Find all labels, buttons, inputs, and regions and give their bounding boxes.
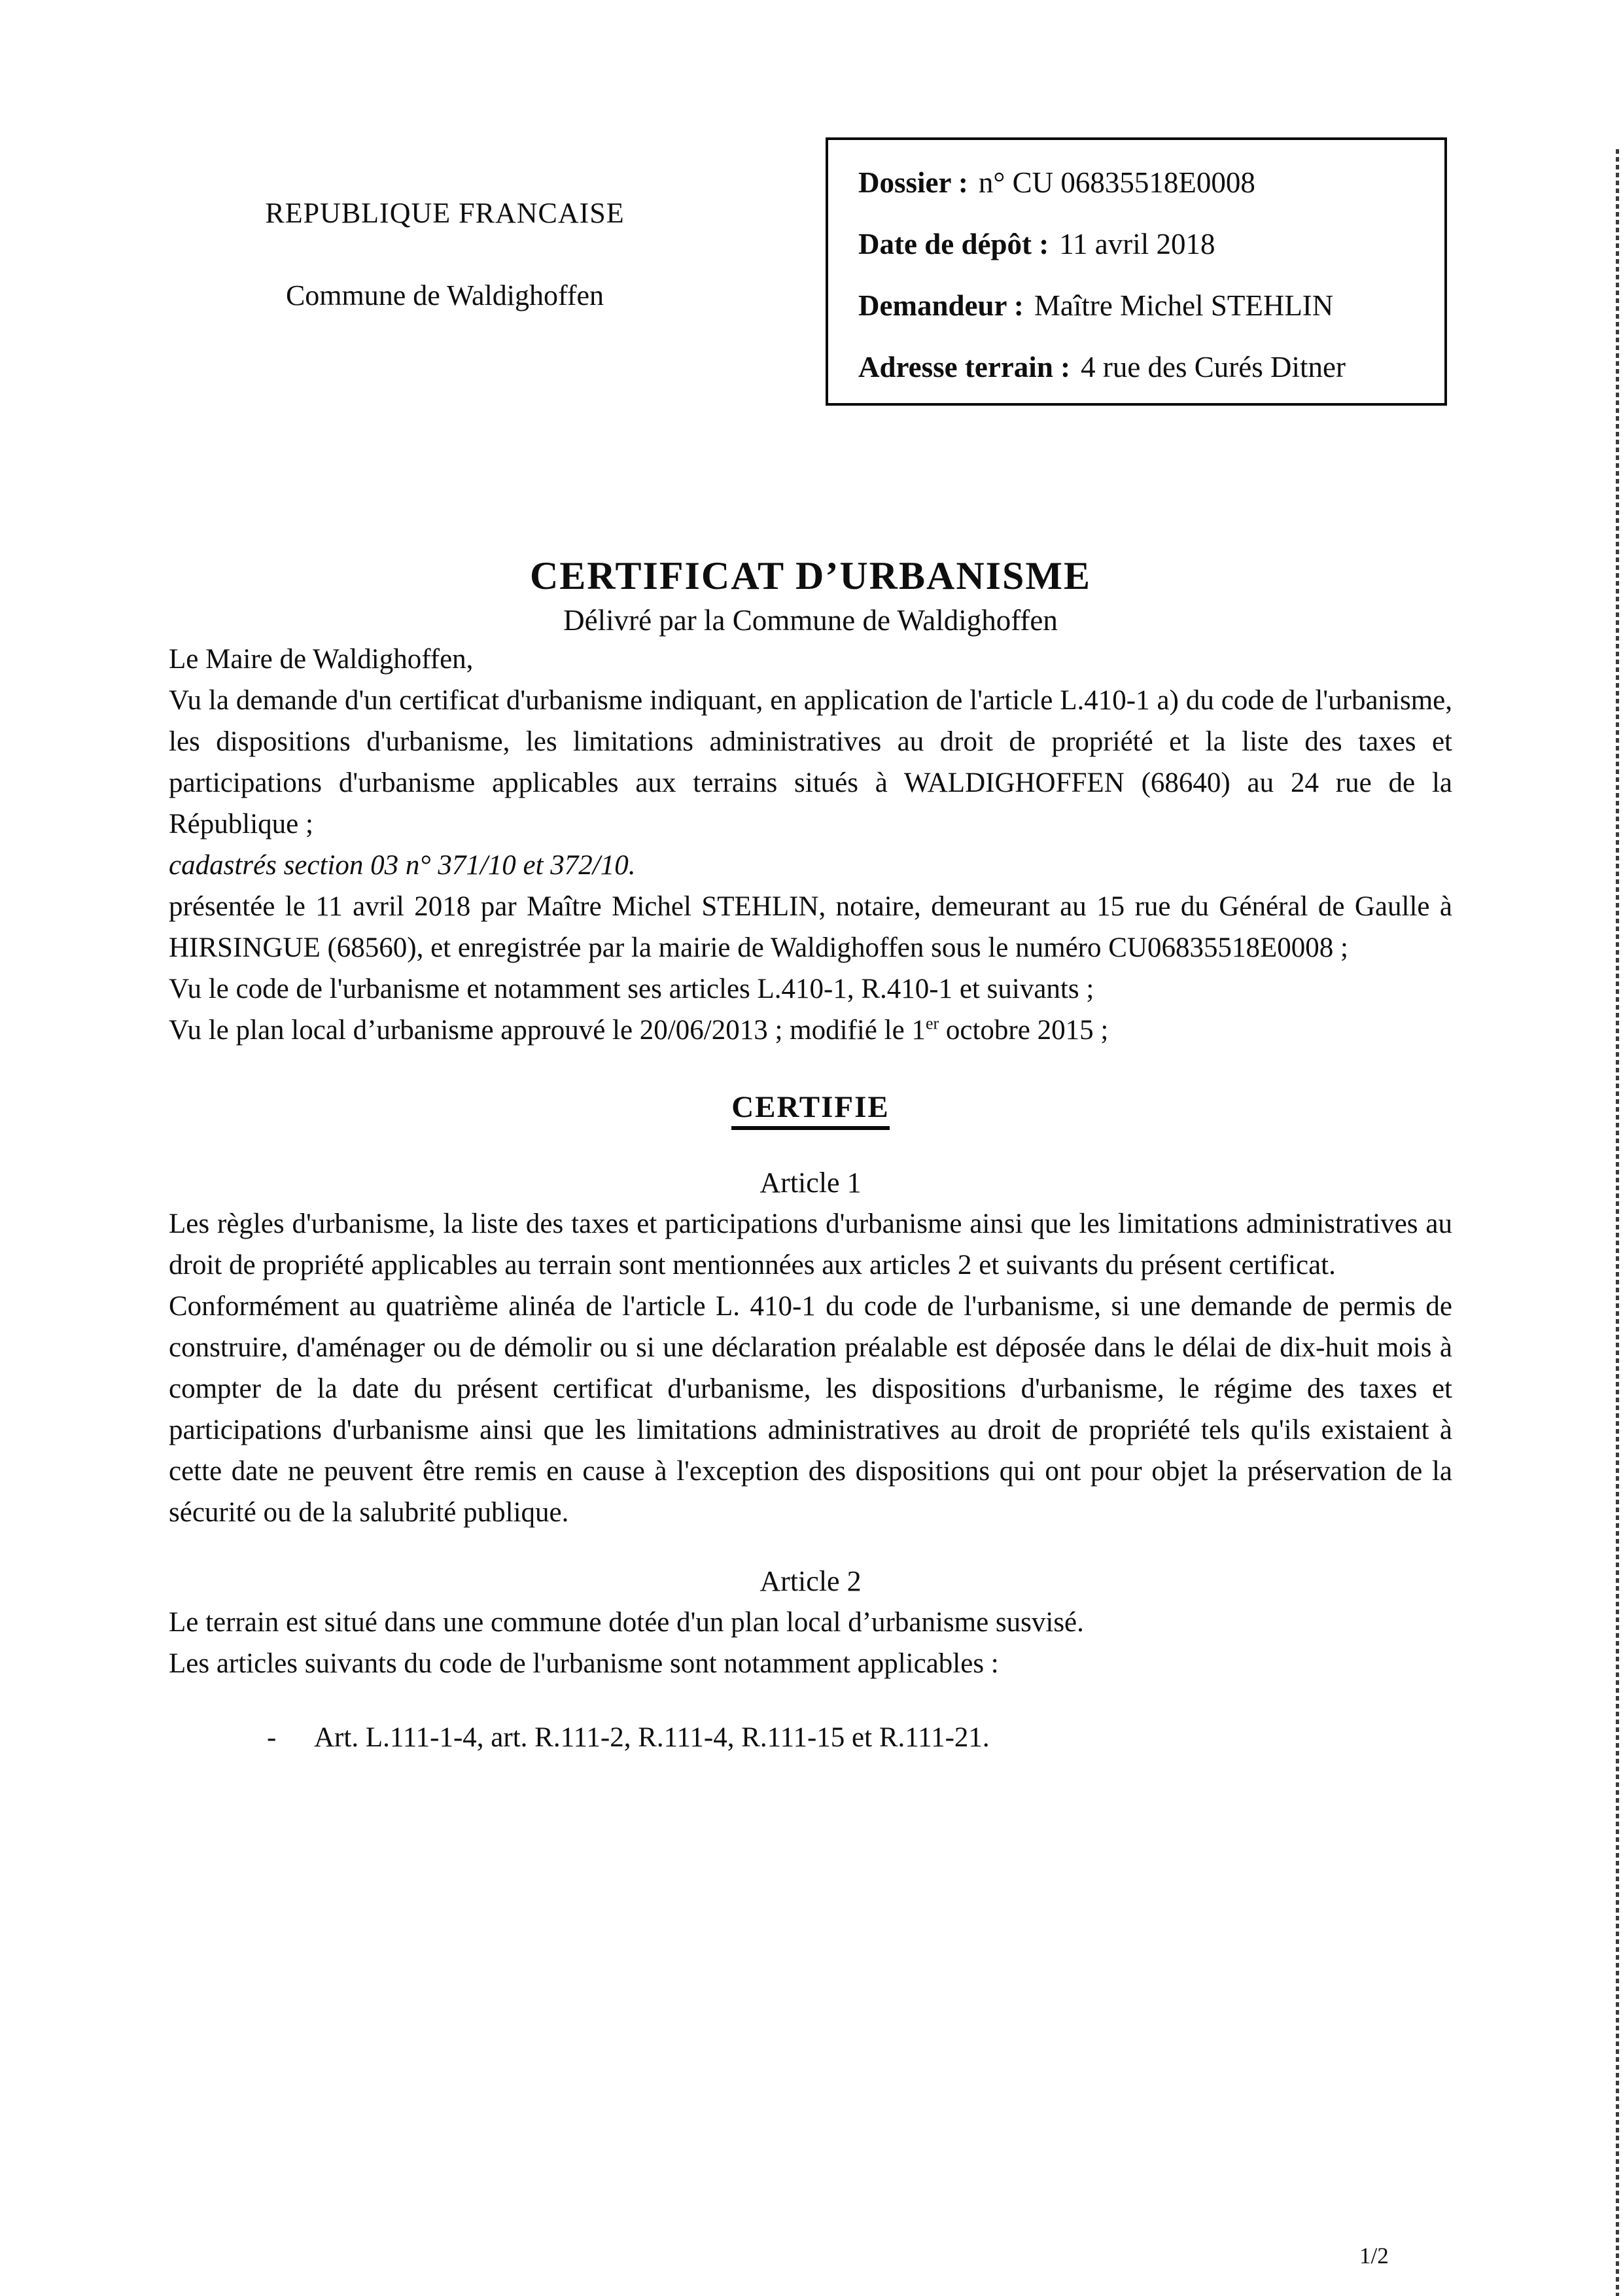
commune-line: Commune de Waldighoffen [285, 279, 604, 311]
cadastre-line: cadastrés section 03 n° 371/10 et 372/10. [169, 850, 636, 881]
list-item-text: Art. L.111-1-4, art. R.111-2, R.111-4, R.111-15 et R.111-21. [314, 1722, 990, 1753]
adresse-terrain-value: 4 rue des Curés Ditner [1081, 351, 1346, 383]
adresse-terrain-label: Adresse terrain : [858, 351, 1071, 383]
document-subtitle: Délivré par la Commune de Waldighoffen [563, 604, 1058, 637]
page-number: 1/2 [1359, 2243, 1389, 2269]
dossier-value: n° CU 06835518E0008 [978, 166, 1255, 199]
certifie-heading [169, 1087, 1452, 1128]
article-2-heading: Article 2 [759, 1565, 862, 1597]
article-1-paragraph-2: Conformément au quatrième alinéa de l'article L. 410-1 du code de l'urbanisme, si une demande de permis de construire, d'aménager ou de démolir ou si une déclaration préalable est déposée dans le délai de dix-huit mois à compter de la date du présent certificat d'urbanisme, les dispositions d'urbanisme, le régime des taxes et participations d'urbanisme ainsi que les limitations administratives au droit de propriété tels qu'ils existaient à cette date ne peuvent être remis en cause à l'exception des dispositions qui ont pour objet la préservation de la sécurité ou de la salubrité publique. [169, 1291, 1452, 1528]
certifie-heading-text: CERTIFIE [731, 1090, 890, 1130]
dossier-label: Dossier : [858, 166, 968, 199]
info-row-date-depot [858, 213, 1431, 275]
date-depot-value: 11 avril 2018 [1059, 228, 1215, 260]
list-dash: - [267, 1722, 277, 1753]
info-row-adresse-terrain [858, 336, 1431, 398]
visa-plu-line [169, 1010, 1452, 1051]
article-2-paragraph-2: Les articles suivants du code de l'urbanisme sont notamment applicables : [169, 1648, 999, 1679]
document-title: CERTIFICAT D’URBANISME [529, 554, 1092, 597]
scan-artifact-dotted-line [1616, 149, 1619, 2296]
article-1-paragraph-1: Les règles d'urbanisme, la liste des taxes et participations d'urbanisme ainsi que les limitations administratives au droit de propriété applicables au terrain sont mentionnées aux articles 2 et suivants du présent certificat. [169, 1209, 1452, 1280]
info-row-demandeur [858, 275, 1431, 336]
ordinal-superscript: er [925, 1014, 939, 1033]
visa-code-urbanisme-line: Vu le code de l'urbanisme et notamment ses articles L.410-1, R.410-1 et suivants ; [169, 974, 1094, 1004]
demandeur-value: Maître Michel STEHLIN [1034, 289, 1334, 322]
republic-line: REPUBLIQUE FRANCAISE [265, 197, 625, 229]
dossier-info-box [826, 137, 1447, 406]
visa-plu-text-before: Vu le plan local d’urbanisme approuvé le 20/06/2013 ; modifié le 1 [169, 1015, 926, 1046]
visa-demande-paragraph: Vu la demande d'un certificat d'urbanisme indiquant, en application de l'article L.410-1 a) du code de l'urbanisme, les dispositions d'urbanisme, les limitations administratives au droit de propriété et la liste des taxes et participations d'urbanisme applicables aux terrains situés à WALDIGHOFFEN (68640) au 24 rue de la République ; [169, 685, 1452, 839]
visa-plu-text-after: octobre 2015 ; [939, 1015, 1109, 1046]
date-depot-label: Date de dépôt : [858, 228, 1049, 260]
salutation-line: Le Maire de Waldighoffen, [169, 644, 474, 675]
header-left-block [131, 196, 759, 313]
demandeur-label: Demandeur : [858, 289, 1024, 322]
article-2-paragraph-1: Le terrain est situé dans une commune dotée d'un plan local d’urbanisme susvisé. [169, 1607, 1084, 1638]
info-row-dossier [858, 152, 1431, 213]
applicable-articles-list-item [169, 1717, 1452, 1758]
article-1-heading: Article 1 [759, 1167, 862, 1199]
document-body [169, 555, 1452, 1758]
presentee-paragraph: présentée le 11 avril 2018 par Maître Michel STEHLIN, notaire, demeurant au 15 rue du Général de Gaulle à HIRSINGUE (68560), et enregistrée par la mairie de Waldighoffen sous le numéro CU06835518E0008 ; [169, 891, 1452, 963]
